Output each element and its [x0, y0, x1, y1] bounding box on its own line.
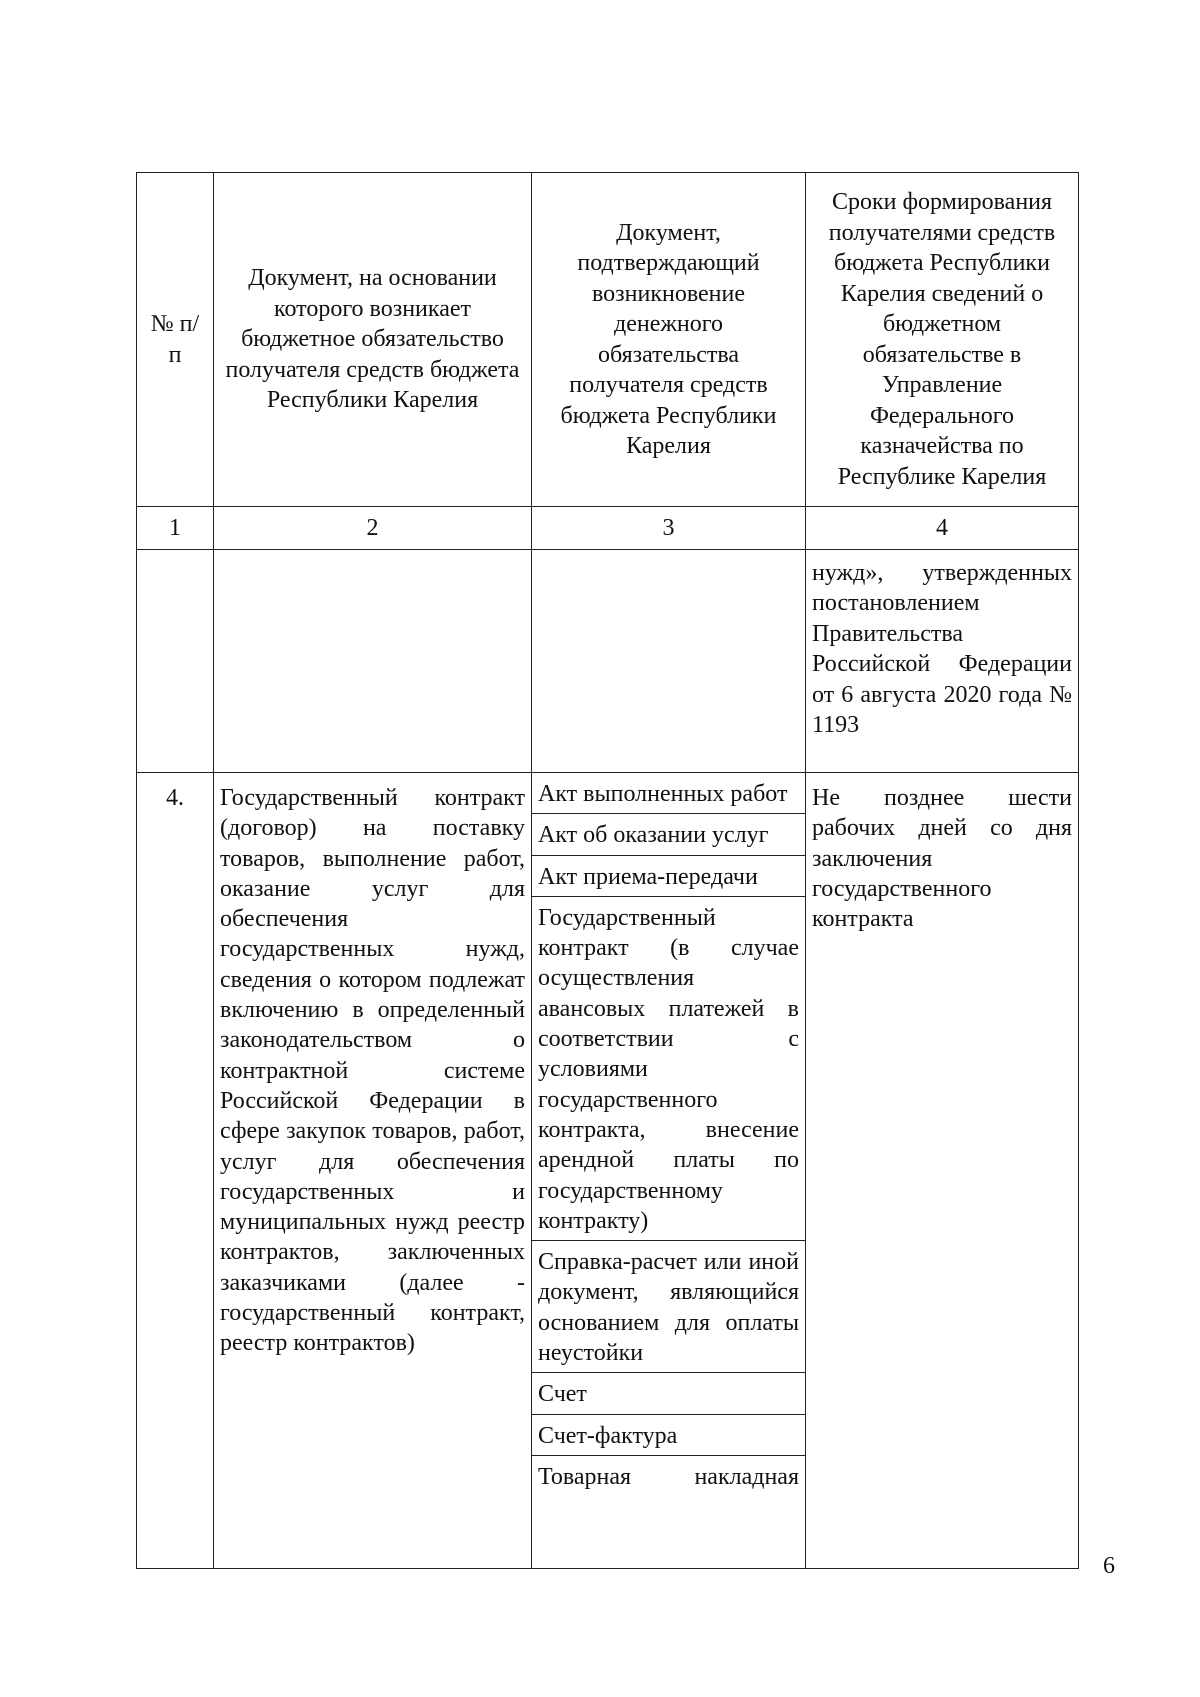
header-cell-basis-document [214, 173, 532, 507]
continuation-cell-empty-1 [137, 550, 214, 773]
basis-document-text: Государственный контракт (договор) на поставку товаров, выполнение работ, оказание услуг для обеспечения государственных нужд, сведения о котором подлежат включению в определенный законодательством о контрактной системе Российской Федерации в сфере закупок товаров, работ, услуг для обеспечения государственных и муниципальных нужд реестр контрактов, заключенных заказчиками (далее - государственный контракт, реестр контрактов) [220, 785, 525, 1357]
budget-obligations-table [136, 172, 1079, 1569]
list-item: Акт приема-передачи [532, 856, 805, 897]
continuation-text: нужд», утвержденных постановлением Правительства Российской Федерации от 6 августа 2020 года № 1193 [812, 560, 1072, 739]
continuation-cell-empty-3 [532, 550, 806, 773]
column-number-3: 3 [532, 507, 806, 550]
header-confirming-document-label: Документ, подтверждающий возникновение денежного обязательства получателя средств бюджета Республики Карелия [560, 219, 777, 459]
page-number: 6 [1103, 1553, 1115, 1579]
continuation-cell-deadline [806, 550, 1079, 773]
continuation-row [137, 550, 1079, 773]
basis-document-cell [214, 773, 532, 1569]
header-basis-document-label: Документ, на основании которого возникает бюджетное обязательство получателя средств бюджета Республики Карелия [225, 265, 520, 414]
header-cell-deadline [806, 173, 1079, 507]
list-item: Акт выполненных работ [532, 773, 805, 814]
continuation-cell-empty-2 [214, 550, 532, 773]
list-item: Счет-фактура [532, 1415, 805, 1456]
list-item: Акт об оказании услуг [532, 814, 805, 855]
column-number-1: 1 [137, 507, 214, 550]
list-item: Справка-расчет или иной документ, являющийся основанием для оплаты неустойки [532, 1241, 805, 1373]
column-number-2: 2 [214, 507, 532, 550]
table-row [137, 773, 1079, 1569]
column-number-4: 4 [806, 507, 1079, 550]
row-index: 4. [166, 785, 184, 811]
confirming-documents-list [532, 773, 805, 1568]
header-deadline-label: Сроки формирования получателями средств бюджета Республики Карелия сведений о бюджетном обязательстве в Управление Федерального казначейства по Республике Карелия [828, 189, 1056, 490]
confirming-documents-cell [532, 773, 806, 1569]
row-index-cell [137, 773, 214, 1569]
header-row [137, 173, 1079, 507]
list-item: Товарная накладная [538, 1463, 799, 1490]
header-cell-confirming-document [532, 173, 806, 507]
deadline-cell [806, 773, 1079, 1569]
header-number-label: № п/п [150, 311, 200, 368]
list-item: Счет [532, 1373, 805, 1414]
deadline-text: Не позднее шести рабочих дней со дня заключения государственного контракта [812, 785, 1072, 933]
header-cell-number [137, 173, 214, 507]
column-number-row [137, 507, 1079, 550]
list-item: Государственный контракт (в случае осуществления авансовых платежей в соответствии с условиями государственного контракта, внесение арендной платы по государственному контракту) [532, 897, 805, 1241]
